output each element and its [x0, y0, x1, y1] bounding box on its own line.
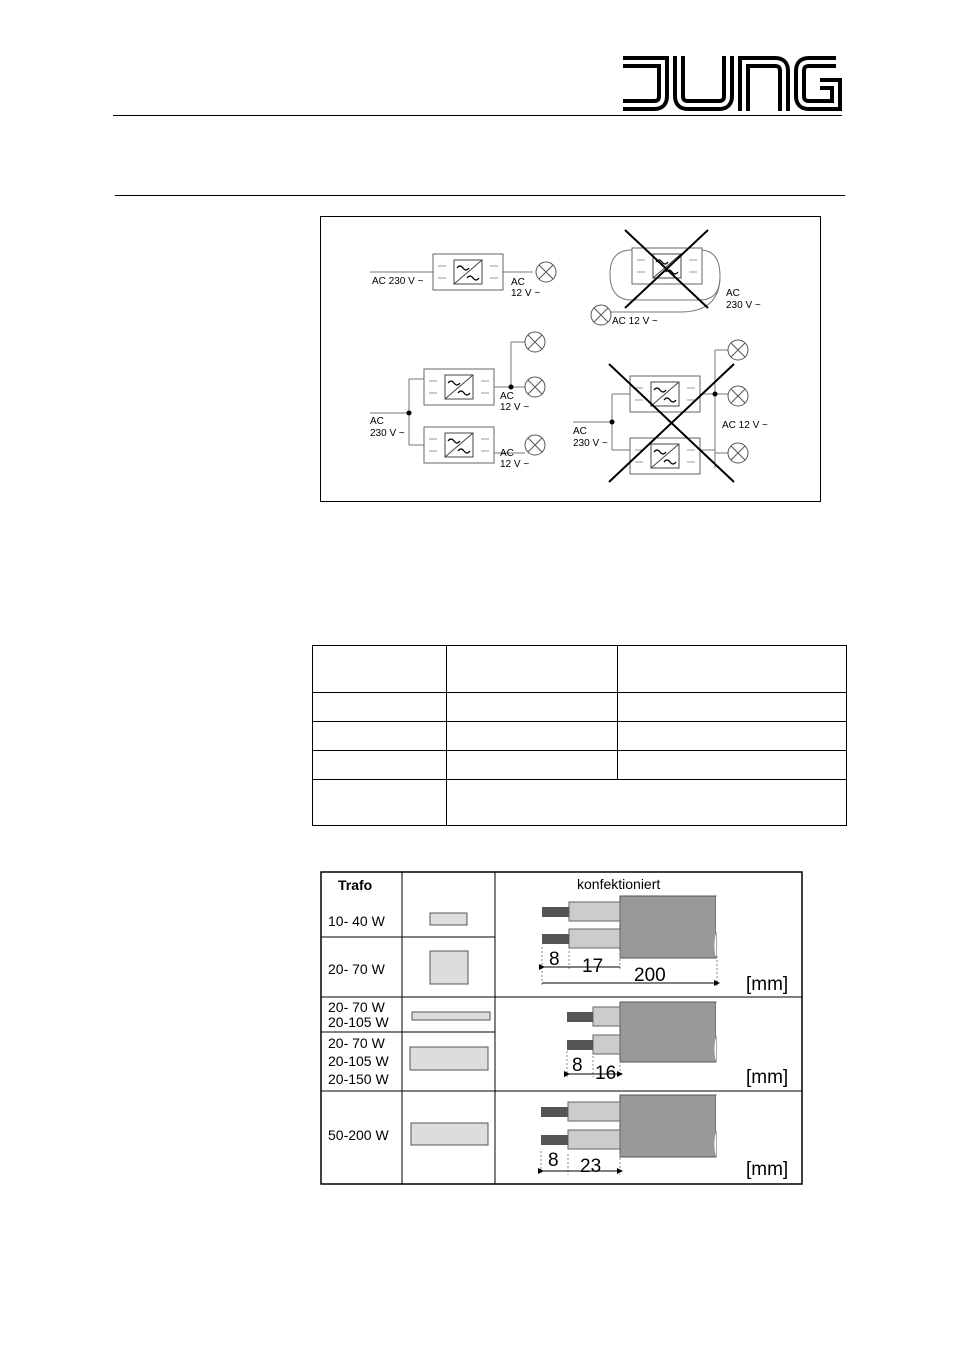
svg-text:230 V ~: 230 V ~: [370, 428, 405, 439]
svg-text:20- 70 W: 20- 70 W: [328, 1035, 385, 1051]
svg-text:12 V ~: 12 V ~: [511, 288, 541, 299]
trafo-header: Trafo: [338, 877, 373, 893]
wiring-diagram: [320, 216, 821, 502]
svg-text:230 V ~: 230 V ~: [573, 438, 608, 449]
svg-text:8: 8: [548, 1150, 559, 1171]
header-rule: [113, 115, 842, 116]
svg-text:20-105 W: 20-105 W: [328, 1014, 389, 1030]
svg-text:AC: AC: [726, 288, 740, 299]
section-rule: [115, 195, 845, 196]
svg-text:16: 16: [595, 1063, 617, 1084]
cable-label: konfektioniert: [577, 876, 661, 892]
svg-text:12 V ~: 12 V ~: [500, 402, 530, 413]
svg-text:50-200 W: 50-200 W: [328, 1127, 389, 1143]
svg-text:12 V ~: 12 V ~: [500, 459, 530, 470]
svg-text:20-150 W: 20-150 W: [328, 1071, 389, 1087]
empty-data-table: [312, 645, 847, 826]
svg-text:8: 8: [572, 1055, 583, 1076]
label-ac230: AC 230 V ~: [372, 276, 424, 287]
svg-text:AC: AC: [573, 426, 587, 437]
svg-text:20- 70 W: 20- 70 W: [328, 999, 385, 1015]
svg-text:230 V ~: 230 V ~: [726, 300, 761, 311]
svg-text:20-105 W: 20-105 W: [328, 1053, 389, 1069]
svg-text:AC: AC: [511, 277, 525, 288]
svg-text:AC: AC: [500, 391, 514, 402]
svg-text:20- 70 W: 20- 70 W: [328, 961, 385, 977]
svg-text:17: 17: [582, 956, 604, 977]
svg-text:[mm]: [mm]: [746, 974, 789, 995]
svg-text:200: 200: [634, 965, 666, 986]
svg-text:AC: AC: [370, 416, 384, 427]
strip-length-figure: [320, 871, 804, 1186]
svg-text:[mm]: [mm]: [746, 1159, 789, 1180]
jung-logo: [617, 56, 842, 111]
svg-text:8: 8: [549, 949, 560, 970]
svg-text:AC: AC: [500, 448, 514, 459]
svg-text:AC 12 V ~: AC 12 V ~: [612, 316, 658, 327]
svg-text:AC 12 V ~: AC 12 V ~: [722, 420, 768, 431]
svg-text:10- 40 W: 10- 40 W: [328, 913, 385, 929]
svg-text:23: 23: [580, 1156, 602, 1177]
svg-text:[mm]: [mm]: [746, 1067, 789, 1088]
